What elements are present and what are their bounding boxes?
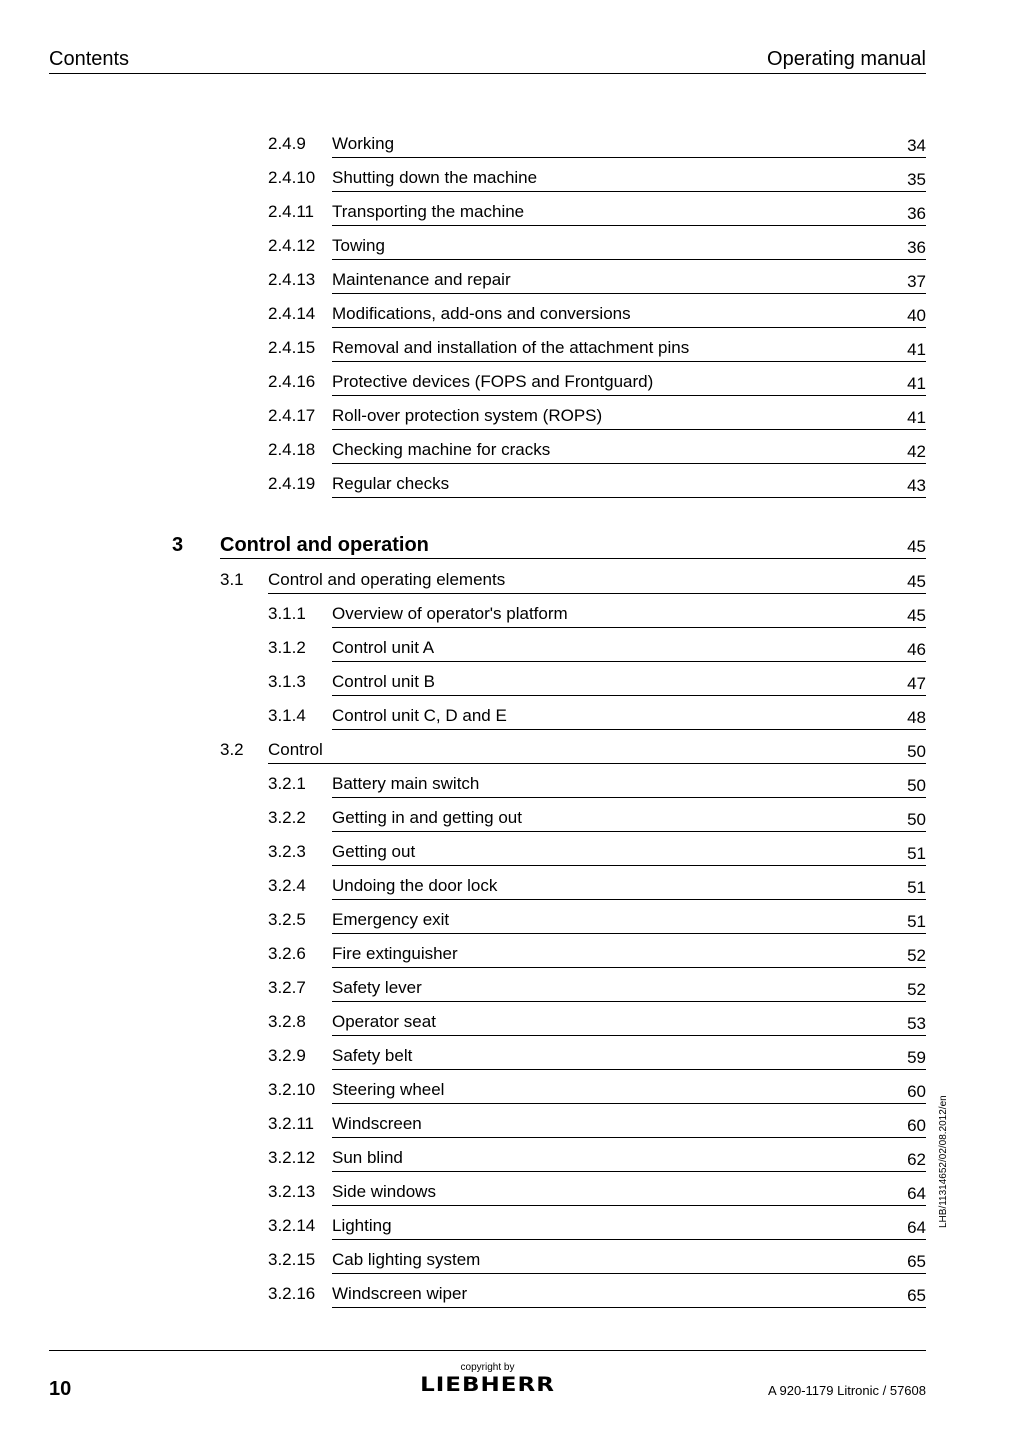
toc-entry-page: 37	[907, 272, 926, 291]
toc-entry-underline	[332, 1001, 926, 1002]
toc-entry-page: 52	[907, 946, 926, 965]
toc-entry[interactable]	[0, 474, 1024, 508]
toc-entry-number: 3.2.4	[268, 876, 306, 895]
toc-entry-number: 3.2.6	[268, 944, 306, 963]
toc-entry-title: Roll-over protection system (ROPS)	[332, 406, 603, 425]
toc-entry-title: Sun blind	[332, 1148, 403, 1167]
toc-entry-underline	[332, 395, 926, 396]
toc-entry-title: Overview of operator's platform	[332, 604, 568, 623]
toc-entry[interactable]	[0, 944, 1024, 978]
toc-entry-underline	[332, 463, 926, 464]
toc-entry-underline	[332, 1273, 926, 1274]
toc-entry-title: Battery main switch	[332, 774, 480, 793]
toc-entry-number: 3.2.16	[268, 1284, 316, 1303]
toc-entry[interactable]	[0, 270, 1024, 304]
toc-entry-title: Steering wheel	[332, 1080, 445, 1099]
toc-entry-underline	[332, 225, 926, 226]
toc-entry-underline	[332, 1035, 926, 1036]
toc-entry-title: Emergency exit	[332, 910, 450, 929]
toc-entry-page: 36	[907, 204, 926, 223]
toc-entry-page: 40	[907, 306, 926, 325]
document-code: LHB/11314652/02/08.2012/en	[938, 1095, 949, 1228]
toc-entry[interactable]	[0, 876, 1024, 910]
toc-entry-number: 3.2.7	[268, 978, 306, 997]
footer-divider	[49, 1350, 926, 1351]
toc-entry-title: Getting in and getting out	[332, 808, 522, 827]
toc-entry-title: Control and operating elements	[268, 570, 506, 589]
toc-entry-title: Getting out	[332, 842, 416, 861]
toc-entry[interactable]	[0, 406, 1024, 440]
toc-entry-underline	[332, 1137, 926, 1138]
toc-entry[interactable]	[0, 1046, 1024, 1080]
toc-entry-underline	[332, 865, 926, 866]
toc-entry-title: Side windows	[332, 1182, 436, 1201]
toc-entry-title: Towing	[332, 236, 385, 255]
toc-entry[interactable]	[0, 740, 1024, 774]
toc-entry[interactable]	[0, 134, 1024, 168]
toc-entry[interactable]	[0, 304, 1024, 338]
toc-entry-underline	[332, 1239, 926, 1240]
toc-entry-page: 34	[907, 136, 926, 155]
toc-entry-title: Working	[332, 134, 395, 153]
toc-entry-number: 3.2.5	[268, 910, 306, 929]
toc-entry-underline	[332, 191, 926, 192]
toc-entry-number: 3.2	[220, 740, 244, 759]
toc-entry-title: Undoing the door lock	[332, 876, 498, 895]
toc-entry-number: 2.4.19	[268, 474, 316, 493]
toc-entry-number: 2.4.10	[268, 168, 316, 187]
toc-entry-page: 42	[907, 442, 926, 461]
toc-entry-underline	[332, 967, 926, 968]
toc-entry[interactable]	[0, 808, 1024, 842]
toc-entry-underline	[332, 1171, 926, 1172]
toc-entry[interactable]	[0, 842, 1024, 876]
toc-entry[interactable]	[0, 535, 1024, 569]
toc-entry-number: 2.4.11	[268, 202, 315, 221]
toc-entry-number: 2.4.13	[268, 270, 316, 289]
toc-entry[interactable]	[0, 1284, 1024, 1318]
toc-entry-page: 43	[907, 476, 926, 495]
toc-entry-title: Windscreen	[332, 1114, 422, 1133]
toc-entry[interactable]	[0, 706, 1024, 740]
toc-entry[interactable]	[0, 1114, 1024, 1148]
toc-entry-underline	[332, 259, 926, 260]
toc-entry-underline	[332, 1069, 926, 1070]
toc-entry-page: 62	[907, 1150, 926, 1169]
toc-entry-page: 41	[907, 408, 926, 427]
toc-entry-number: 2.4.18	[268, 440, 316, 459]
toc-entry-page: 50	[907, 776, 926, 795]
toc-entry-title: Regular checks	[332, 474, 450, 493]
toc-entry[interactable]	[0, 604, 1024, 638]
toc-entry-page: 41	[907, 340, 926, 359]
toc-entry-title: Windscreen wiper	[332, 1284, 468, 1303]
toc-entry-title: Checking machine for cracks	[332, 440, 551, 459]
toc-entry-number: 3.2.12	[268, 1148, 316, 1167]
toc-entry-number: 3.2.11	[268, 1114, 315, 1133]
toc-entry-number: 2.4.17	[268, 406, 316, 425]
toc-entry-page: 60	[907, 1082, 926, 1101]
toc-entry-page: 45	[907, 537, 926, 556]
toc-entry[interactable]	[0, 372, 1024, 406]
toc-entry-page: 41	[907, 374, 926, 393]
toc-entry-page: 60	[907, 1116, 926, 1135]
document-reference: A 920-1179 Litronic / 57608	[767, 1383, 926, 1398]
toc-entry-underline	[220, 558, 926, 559]
toc-entry[interactable]	[0, 774, 1024, 808]
page-number: 10	[49, 1378, 72, 1400]
toc-entry-underline	[332, 661, 926, 662]
toc-entry-underline	[332, 429, 926, 430]
toc-entry[interactable]	[0, 168, 1024, 202]
toc-entry-page: 36	[907, 238, 926, 257]
toc-entry[interactable]	[0, 570, 1024, 604]
toc-entry-underline	[332, 797, 926, 798]
toc-entry-number: 3.2.9	[268, 1046, 306, 1065]
toc-entry-number: 2.4.12	[268, 236, 316, 255]
toc-entry-underline	[332, 497, 926, 498]
liebherr-logo: LIEBHERR	[420, 1374, 555, 1397]
toc-entry-page: 47	[907, 674, 926, 693]
toc-entry-title: Safety belt	[332, 1046, 413, 1065]
toc-entry-page: 65	[907, 1286, 926, 1305]
toc-entry-number: 2.4.9	[268, 134, 306, 153]
page-header	[49, 46, 926, 74]
toc-entry-title: Safety lever	[332, 978, 422, 997]
toc-entry-underline	[332, 729, 926, 730]
toc-entry-underline	[268, 763, 926, 764]
header-section-title: Contents	[49, 48, 130, 70]
toc-entry-title: Control unit B	[332, 672, 435, 691]
toc-entry-number: 2.4.16	[268, 372, 316, 391]
toc-entry-underline	[332, 293, 926, 294]
toc-entry-title: Transporting the machine	[332, 202, 525, 221]
toc-entry-number: 3.1.4	[268, 706, 306, 725]
toc-entry[interactable]	[0, 1080, 1024, 1114]
toc-entry-underline	[332, 327, 926, 328]
toc-entry-number: 3.2.1	[268, 774, 306, 793]
toc-entry-page: 52	[907, 980, 926, 999]
toc-entry-number: 3.2.8	[268, 1012, 306, 1031]
toc-entry[interactable]	[0, 236, 1024, 270]
toc-entry-number: 3.1	[220, 570, 244, 589]
toc-entry-number: 2.4.15	[268, 338, 316, 357]
toc-entry-underline	[332, 1103, 926, 1104]
toc-entry-title: Shutting down the machine	[332, 168, 538, 187]
toc-entry-page: 53	[907, 1014, 926, 1033]
toc-entry-page: 45	[907, 606, 926, 625]
toc-entry-page: 46	[907, 640, 926, 659]
toc-entry-title: Cab lighting system	[332, 1250, 481, 1269]
toc-entry-underline	[332, 695, 926, 696]
toc-entry-number: 3.2.3	[268, 842, 306, 861]
toc-entry-number: 2.4.14	[268, 304, 316, 323]
toc-entry[interactable]	[0, 1216, 1024, 1250]
toc-entry-underline	[268, 593, 926, 594]
toc-entry-page: 51	[907, 878, 926, 897]
toc-entry-page: 50	[907, 742, 926, 761]
toc-entry-page: 65	[907, 1252, 926, 1271]
toc-entry[interactable]	[0, 440, 1024, 474]
toc-entry-number: 3.2.13	[268, 1182, 316, 1201]
toc-entry-number: 3.2.15	[268, 1250, 316, 1269]
toc-entry-number: 3.1.2	[268, 638, 306, 657]
toc-entry-title: Operator seat	[332, 1012, 436, 1031]
toc-entry-page: 50	[907, 810, 926, 829]
toc-entry-page: 64	[907, 1218, 926, 1237]
toc-entry[interactable]	[0, 1250, 1024, 1284]
toc-entry-page: 35	[907, 170, 926, 189]
copyright-notice: copyright by	[460, 1362, 515, 1373]
toc-entry-title: Lighting	[332, 1216, 392, 1235]
toc-entry-page: 59	[907, 1048, 926, 1067]
toc-entry[interactable]	[0, 910, 1024, 944]
toc-entry-title: Control	[268, 740, 323, 759]
toc-entry-page: 51	[907, 912, 926, 931]
toc-entry-title: Removal and installation of the attachment pins	[332, 338, 690, 357]
toc-entry-title: Modifications, add-ons and conversions	[332, 304, 631, 323]
header-manual-title: Operating manual	[767, 48, 926, 70]
toc-entry-underline	[332, 933, 926, 934]
toc-entry-number: 3.2.14	[268, 1216, 316, 1235]
toc-entry[interactable]	[0, 672, 1024, 706]
toc-entry-underline	[332, 361, 926, 362]
toc-entry-title: Protective devices (FOPS and Frontguard)	[332, 372, 654, 391]
toc-entry-number: 3.2.10	[268, 1080, 316, 1099]
toc-entry-title: Control unit A	[332, 638, 435, 657]
toc-entry-underline	[332, 831, 926, 832]
toc-entry-underline	[332, 157, 926, 158]
toc-entry[interactable]	[0, 1182, 1024, 1216]
toc-entry-page: 45	[907, 572, 926, 591]
toc-entry-underline	[332, 899, 926, 900]
toc-entry-page: 64	[907, 1184, 926, 1203]
toc-entry-page: 51	[907, 844, 926, 863]
toc-entry[interactable]	[0, 202, 1024, 236]
toc-entry[interactable]	[0, 338, 1024, 372]
toc-entry-number: 3.1.3	[268, 672, 306, 691]
toc-entry-title: Control unit C, D and E	[332, 706, 507, 725]
toc-entry-number: 3.1.1	[268, 604, 306, 623]
toc-entry-number: 3.2.2	[268, 808, 306, 827]
toc-entry-title: Control and operation	[220, 534, 429, 556]
toc-entry-underline	[332, 1307, 926, 1308]
toc-entry-page: 48	[907, 708, 926, 727]
toc-entry-title: Fire extinguisher	[332, 944, 458, 963]
toc-entry[interactable]	[0, 638, 1024, 672]
toc-entry[interactable]	[0, 1148, 1024, 1182]
toc-entry-underline	[332, 627, 926, 628]
toc-entry-underline	[332, 1205, 926, 1206]
toc-entry-number: 3	[172, 534, 184, 556]
toc-entry-title: Maintenance and repair	[332, 270, 511, 289]
toc-entry[interactable]	[0, 978, 1024, 1012]
toc-entry[interactable]	[0, 1012, 1024, 1046]
